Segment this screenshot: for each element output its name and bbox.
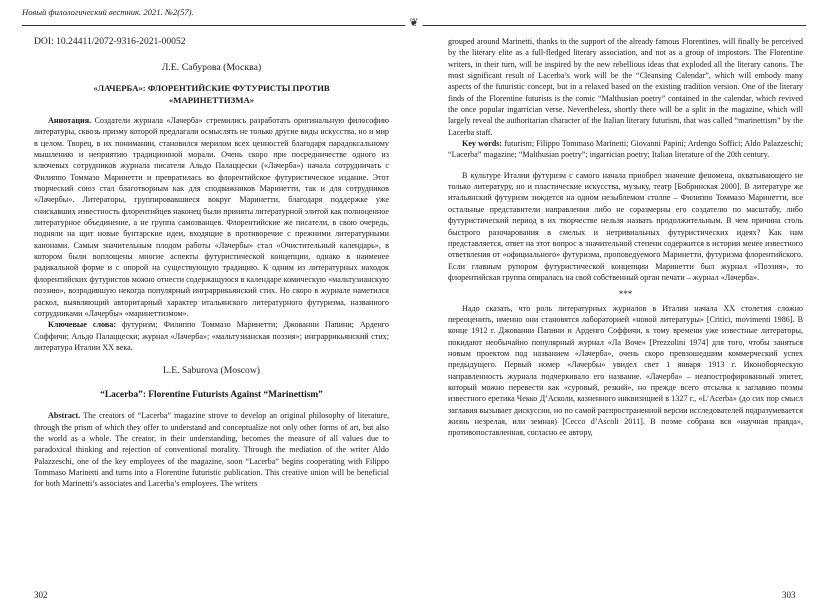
annotation-label: Аннотация. — [48, 116, 92, 125]
keywords-ru — [34, 319, 389, 353]
body-paragraph: В культуре Италии футуризм с самого начала приобрел значение феномена, охватывающего не только литературу, но и пластические искусства, музыку, театр [Бобринская 2000]. В литературе же итальянский футуризм зиждется на одном незыблемом столпе – Филиппо Томмазо Маринетти, все остальные представители направления либо не соразмерны его создателю по масштабу, либо футуристический период в их творчестве нельзя назвать продолжительным. В чем причина столь быстрого разочарования в смелых и нетривиальных футуристических идеях? Как нам представляется, ответ на этот вопрос в значительной степени содержится в истории менее известного ответвления от «официального» футуризма, проповедуемого Маринетти, футуризма флорентийского. Если главным рупором футуристической концепции Маринетти был журнал «Поэзия», то флорентийская группа опиралась на свой собственный орган печати – журнал «Лачерба». — [448, 170, 803, 282]
journal-running-head: Новый филологический вестник. 2021. №2(57). — [22, 7, 194, 17]
abstract-text: The creators of “Lacerba” magazine strove to develop an original philosophy of literature, through the prism of which they offer to understand and conceptualize not only other forms of art, but also the world as a whole. The creator, in their understanding, becomes the measure of all values due to paradoxical thinking and rejection of conventional morality. Through the mediation of the writer Aldo Palazzeschi, one of the key employees of the magazine, soon “Lacerba” begins cooperating with Filippo Tommaso Marinetti and turns into a Florentine futuristic publication. This creative union will be beneficial for both Marinetti’s associates and Lacerba’s employees. The writers — [34, 411, 389, 489]
keywords-text: футуризм; Филиппо Томмазо Маринетти; Джованни Папини; Арденго Соффичи; Альдо Палаццески; журнал «Лачерба»; «мальтузианская поэзия»; инграррикьянский стих; литература Италии ХХ века. — [34, 320, 389, 352]
annotation-ru — [34, 115, 389, 319]
keywords-en — [448, 138, 803, 161]
page-number-right: 303 — [782, 590, 796, 600]
annotation-text: Создатели журнала «Лачерба» стремились разработать оригинальную философию литературы, сквозь призму которой предлагали осмыслять не только другие виды искусства, но и мир в целом. Творец, в их понимании, становился мерилом всех ценностей благодаря парадоксальному мышлению и неприятию традиционной морали. Очень скоро при посредничестве одного из ключевых сотрудников журнала писателя Альдо Палаццески («Лачерба») начала сотрудничать с Филиппо Томмазо Маринетти и превратилась во флорентийское футуристическое издание. Этот творческий союз стал благотворным как для сподвижников Маринетти, так и для сотрудников «Лачербы». Литераторы, группировавшиеся вокруг Маринетти, благодаря поддержке уже снискавших известность флорентийцев наконец были приняты литературной элитой как полноценное литературное объединение, а не группа самозванцев. Флорентийские же писатели, в свою очередь, подняли на щит новые бунтарские идеи, входящие в противоречие с прежними литературными канонами. Самым значительным плодом работы «Лачербы» стал «Очистительный календарь», в котором были воплощены многие аспекты футуристической концепции, однако в наименее радикальной форме и с опорой на существующую традицию. К одним из литературных находок флорентийских футуристов можно отнести содержащуюся в календаре комическую «мальтузианскую поэзию», возродившую некогда популярный инграррикьянский стих. Но скоро в журнале наметился раскол, выявляющий авторитарный характер итальянского литературного футуризма, названного сотрудниками «Лачербы» «маринеттизмом». — [34, 116, 389, 318]
abstract-continued: grouped around Marinetti, thanks to the support of the already famous Florentines, will finally be perceived by the literary elite as a full-fledged literary association, and not as a group of impostors. The Florentine writers, in their turn, will be inspired by the new rebellious ideas that exploded all the literary canons. The most significant result of Lacerba’s work will be the “Cleansing Calendar”, which will embody many aspects of the futuristic concept, but in a relaxed based on the existing tradition version. One of the literary finds of the Florentine futurists is the comic “Malthusian poetry” contained in the calendar, which revived the once popular ingarrician verse. Nevertheless, shortly there will be a split in the magazine, which will largely reveal the authoritarian character of the Italian literary futurism, that was called “marinettism” by the Lacerba staff. — [448, 37, 803, 137]
abstract-label: Abstract. — [48, 411, 81, 421]
doi: DOI: 10.24411/2072-9316-2021-00052 — [34, 36, 186, 47]
keywords-en-text: futurism; Filippo Tommaso Marinetti; Giovanni Papini; Ardengo Soffici; Aldo Palazzeschi; “Lacerba” magazine; “Malthusian poetry”; ingarrician poetry; Italian literature of the 20th century. — [448, 139, 803, 160]
body-paragraph: Надо сказать, что роль литературных журналов в Италии начала ХХ столетия сложно переоценить, именно они становятся лабораторией «новой литературы» [Critici, movimenti 1986]. В конце 1912 г. Джованни Папини и Арденго Соффичи, к тому времени уже известные литераторы, покидают необычайно популярный журнал «Ла Воче» [Prezzolini 1974] для того, чтобы заняться новым проектом под названием «Лачерба», очень скоро превзошедшим коммерческий успех предыдущего. Первый номер «Лачербы» увидел свет 1 января 1913 г. Иконоборческую направленность журнала подчеркивало его название. «Лачерба» – неапострофированный эпитет, который можно перевести как «суровый, резкий», но прежде всего отсылка к заглавию поэмы известного еретика Чекко Д’Асколи, казненного инквизицией в 1327 г., «L’Acerba» (до сих пор смысл заглавия вызывает дискуссии, но по самой распространенной версии исследователей подразумевается жизнь незрелая, или земная) [Cecco d’Ascoli 2011]. В поэме собрана вся «научная правда», противопоставленная, согласно ее автору, — [448, 303, 803, 438]
keywords-label: Ключевые слова: — [48, 320, 117, 330]
header-rule — [22, 17, 806, 30]
keywords-en-label: Key words: — [462, 139, 503, 149]
article-title-ru: «ЛАЧЕРБА»: ФЛОРЕНТИЙСКИЕ ФУТУРИСТЫ ПРОТИВ «МАРИНЕТТИЗМА» — [93, 83, 330, 105]
author-ru: Л.Е. Сабурова (Москва) — [161, 62, 262, 73]
page-number-left: 302 — [34, 590, 48, 600]
right-page-column — [448, 36, 803, 439]
ornament-icon: ❦ — [405, 17, 422, 29]
left-page-column — [34, 36, 389, 490]
section-separator: *** — [618, 289, 633, 300]
author-en: L.E. Saburova (Moscow) — [163, 365, 260, 377]
article-title-en: “Lacerba”: Florentine Futurists Against “Marinettism” — [100, 390, 323, 401]
abstract-en — [34, 410, 389, 489]
